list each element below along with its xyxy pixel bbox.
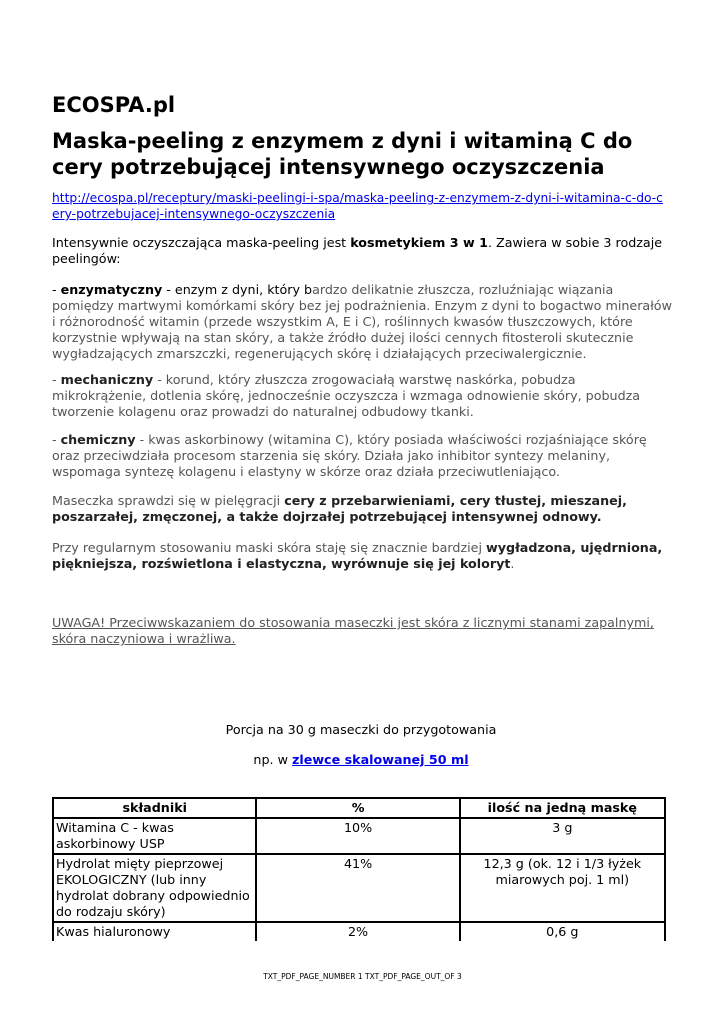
effects-text: Przy regularnym stosowaniu maski skóra staję się znacznie bardziej [52,540,487,555]
peeling-description: ardzo delikatnie złuszcza, rozluźniając wiązania pomiędzy martwymi komórkami skóry bez jej podrażnienia. Enzym z dyni to bogactwo minerałów i różnorodność witamin (przede wszystkim A, E i C), roślinnych kwasów tłuszczowych, które korzystnie wpływają na stan skóry, a także źródło dużej ilości cennych fitosteroli skutecznie wygładzających zmarszczki, regenerujących skórę i działających przeciwalergicznie. [52,282,672,361]
intro-text-end: . Zawiera w sobie 3 rodzaje peelingów: [52,235,663,266]
intro-paragraph [52,235,672,267]
peeling-description: - korund, który złuszcza zrogowaciałą warstwę naskórka, pobudza mikrokrążenie, dotlenia skórę, jednocześnie oczyszcza i wzmaga odnowienie skóry, pobudza tworzenie kolagenu oraz prowadzi do naturalnej odbudowy tkanki. [52,372,641,419]
ingredient-cell: Kwas hialuronowy [53,922,256,941]
amount-cell: 12,3 g (ok. 12 i 1/3 łyżek miarowych poj. 1 ml) [460,854,665,922]
portion-heading: Porcja na 30 g maseczki do przygotowania [225,722,497,737]
source-url-link[interactable]: http://ecospa.pl/receptury/maski-peelingi-i-spa/maska-peeling-z-enzymem-z-dyni-i-witamina-c-do-cery-potrzebujacej-intensywnego-oczyszczenia [52,191,663,221]
peeling-dash: - [52,372,61,387]
column-header: % [256,798,459,818]
peeling-name: enzymatyczny [60,282,163,297]
peeling-dash: - [52,432,61,447]
page-footer: TXT_PDF_PAGE_NUMBER 1 TXT_PDF_PAGE_OUT_OF 3 [263,972,462,981]
site-title: ECOSPA.pl [52,93,176,117]
beaker-link[interactable]: zlewce skalowanej 50 ml [292,752,469,767]
table-row [53,854,665,922]
peeling-name: chemiczny [60,432,136,447]
peeling-chemical [52,432,672,480]
peeling-name: mechaniczny [60,372,154,387]
amount-cell: 0,6 g [460,922,665,941]
percent-cell: 2% [256,922,459,941]
suitability-paragraph [52,493,672,525]
warning-note: UWAGA! Przeciwwskazaniem do stosowania maseczki jest skóra z licznymi stanami zapalnymi, skóra naczyniowa i wrażliwa. [52,615,654,646]
peeling-dash: - [52,282,61,297]
effects-bold: wygładzona, ujędrniona, piękniejsza, rozświetlona i elastyczna, wyrównuje się jej koloryt [52,540,663,571]
table-row [53,922,665,941]
table-header-row [53,798,665,818]
ingredient-cell: Witamina C - kwas askorbinowy USP [53,818,256,854]
percent-cell: 10% [256,818,459,854]
peeling-enzymatic [52,282,672,362]
effects-text-end: . [510,556,515,571]
table-row [53,818,665,854]
effects-paragraph [52,540,672,572]
percent-cell: 41% [256,854,459,922]
column-header: składniki [53,798,256,818]
column-header: ilość na jedną maskę [460,798,665,818]
ingredient-cell: Hydrolat mięty pieprzowej EKOLOGICZNY (lub inny hydrolat dobrany odpowiednio do rodzaju skóry) [53,854,256,922]
intro-text: Intensywnie oczyszczająca maska-peeling jest [52,235,351,250]
suitability-bold: cery z przebarwieniami, cery tłustej, mieszanej, poszarzałej, zmęczonej, a także dojrzałej potrzebującej intensywnej odnowy. [52,493,627,524]
peeling-mechanical [52,372,672,420]
peeling-description: - kwas askorbinowy (witamina C), który posiada właściwości rozjaśniające skórę oraz przeciwdziała procesom starzenia się skóry. Działa jako inhibitor syntezy melaniny, wspomaga syntezę kolagenu i elastyny w skórze oraz działa przeciwutleniająco. [52,432,647,479]
amount-cell: 3 g [460,818,665,854]
intro-bold: kosmetykiem 3 w 1 [350,235,488,250]
peeling-dark-text: - enzym z dyni, który b [162,282,313,297]
ingredients-table [52,797,666,941]
page-title: Maska-peeling z enzymem z dyni i witaminą C do cery potrzebującej intensywnego oczyszczenia [52,129,633,179]
suitability-text: Maseczka sprawdzi się w pielęgracji [52,493,285,508]
portion-text: np. w [253,752,292,767]
portion-subheading [52,752,670,767]
